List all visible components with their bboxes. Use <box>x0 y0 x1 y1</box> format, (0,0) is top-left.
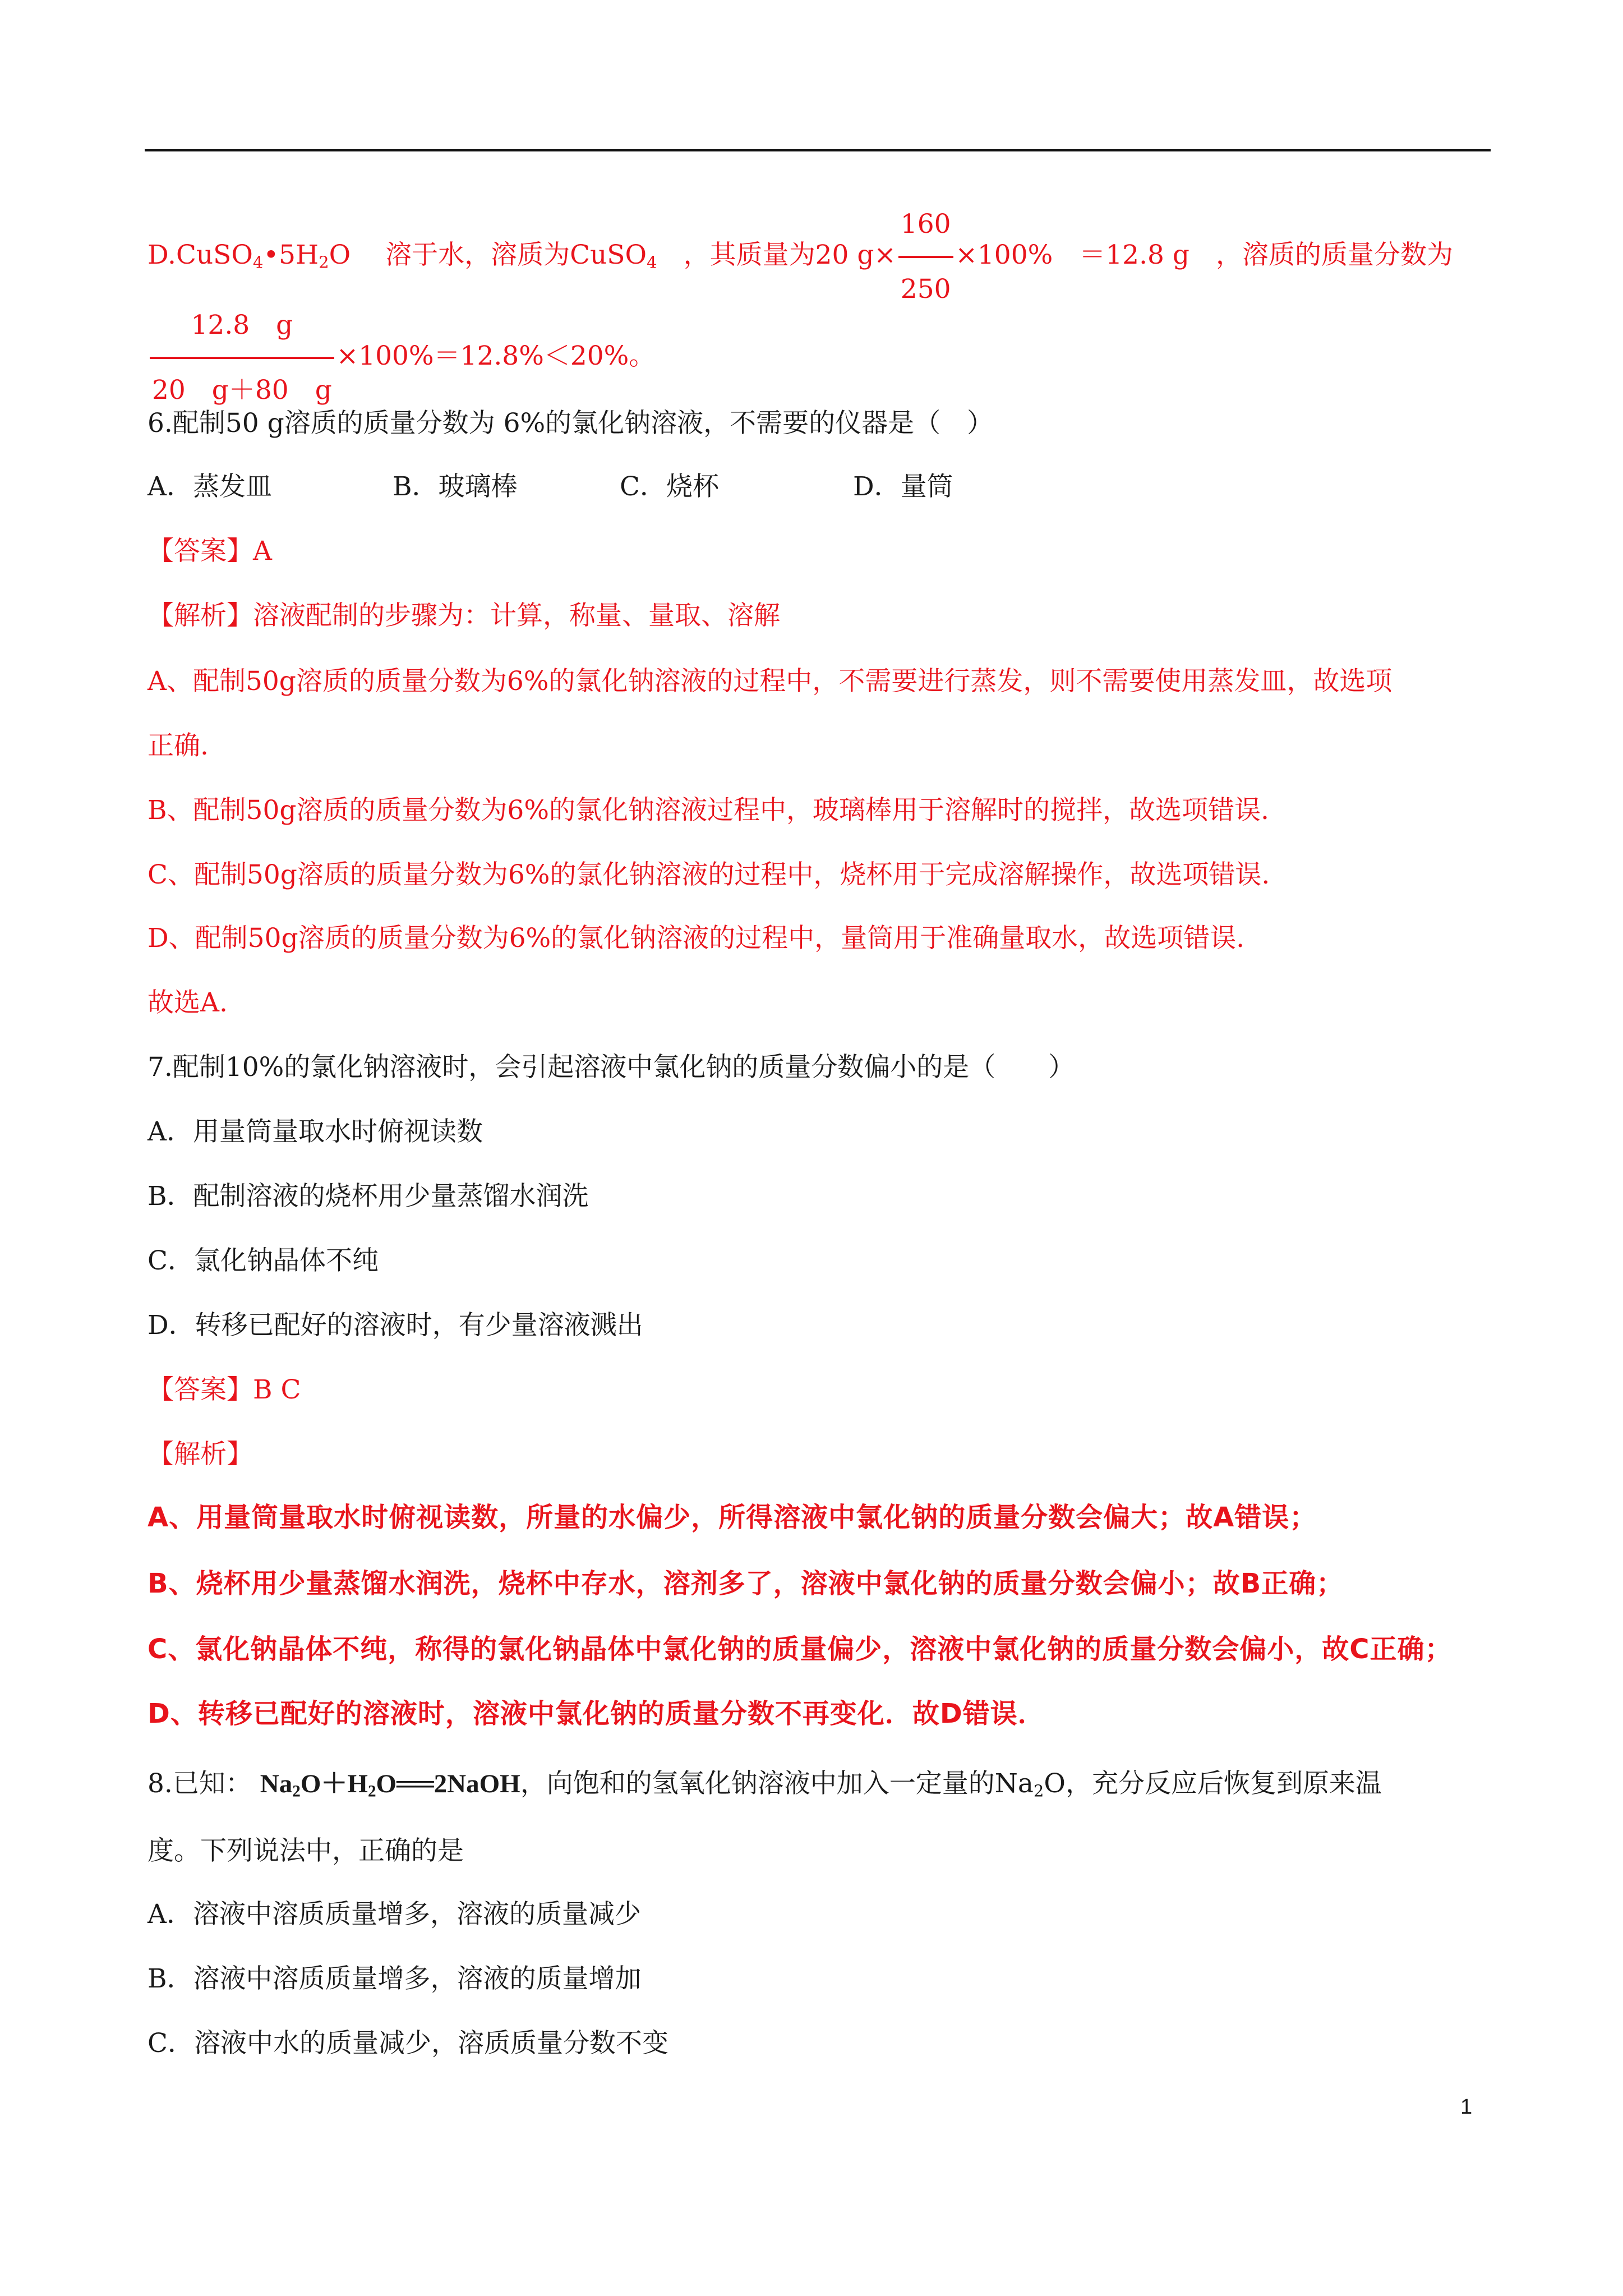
page-number: 1 <box>1460 2095 1473 2119</box>
q7-option-d: D．转移已配好的溶液时，有少量溶液溅出 <box>147 1310 643 1341</box>
q6-analysis-c: C、配制50g溶质的质量分数为6%的氯化钠溶液的过程中，烧杯用于完成溶解操作，故选项错误. <box>147 859 1270 890</box>
fraction-160-250: $\frac{160}{250}$ <box>898 196 953 318</box>
q7-analysis-a: A、用量筒量取水时俯视读数，所量的水偏少，所得溶液中氯化钠的质量分数会偏大；故A错误； <box>147 1502 1317 1533</box>
q7-option-a: A．用量筒量取水时俯视读数 <box>147 1116 483 1147</box>
q6-analysis: 【解析】溶液配制的步骤为：计算，称量、量取、溶解 <box>147 600 780 631</box>
solution-d-fraction-line: $\frac{12.8 g}{20 g+80 g}$ ×100%＝12.8%＜20%。 <box>147 297 655 418</box>
question-8-stem: 8.已知： $Na_2O+H_2O══2NaOH$，向饱和的氢氧化钠溶液中加入一定量的$Na_2O$，充分反应后恢复到原来温 <box>147 1768 1382 1801</box>
header-rule <box>145 149 1491 151</box>
q6-option-b: B．玻璃棒 <box>393 471 518 502</box>
q7-option-c: C．氯化钠晶体不纯 <box>147 1245 379 1276</box>
q7-option-b: B．配制溶液的烧杯用少量蒸馏水润洗 <box>147 1181 589 1212</box>
q6-analysis-a: A、配制50g溶质的质量分数为6%的氯化钠溶液的过程中，不需要进行蒸发，则不需要使用蒸发皿，故选项 <box>147 666 1393 697</box>
q6-option-c: C．烧杯 <box>620 471 719 502</box>
q7-analysis-label: 【解析】 <box>147 1439 253 1470</box>
solution-d-line: $D.CuSO_4•5H_2O$ 溶于水，溶质为CuSO$_4$ ，其质量为20 g× $\frac{160}{250}$ ×100% ＝12.8 g ，溶质的质量分数为 <box>147 196 1453 318</box>
q7-analysis-d: D、转移已配好的溶液时，溶液中氯化钠的质量分数不再变化．故D错误． <box>147 1698 1045 1729</box>
q6-conclusion: 故选A. <box>147 987 228 1018</box>
q7-analysis-b: B、烧杯用少量蒸馏水润洗，烧杯中存水，溶剂多了，溶液中氯化钠的质量分数会偏小；故B正确； <box>147 1568 1344 1599</box>
q8-option-b: B．溶液中溶质质量增多，溶液的质量增加 <box>147 1963 642 1994</box>
q6-analysis-b: B、配制50g溶质的质量分数为6%的氯化钠溶液过程中，玻璃棒用于溶解时的搅拌，故选项错误. <box>147 795 1269 826</box>
q8-option-c: C．溶液中水的质量减少，溶质质量分数不变 <box>147 2028 668 2059</box>
mass-fraction: $\frac{12.8 g}{20 g+80 g}$ <box>150 297 334 418</box>
q6-analysis-a-cont: 正确. <box>147 730 209 761</box>
q6-answer: 【答案】A <box>147 536 272 567</box>
q8-option-a: A．溶液中溶质质量增多，溶液的质量减少 <box>147 1899 641 1930</box>
q6-option-a: A．蒸发皿 <box>147 471 272 502</box>
chemical-equation: $Na_2O+H_2O══2NaOH$ <box>260 1769 520 1801</box>
q6-analysis-d: D、配制50g溶质的质量分数为6%的氯化钠溶液的过程中，量筒用于准确量取水，故选项错误. <box>147 923 1245 954</box>
q7-analysis-c: C、氯化钠晶体不纯，称得的氯化钠晶体中氯化钠的质量偏少，溶液中氯化钠的质量分数会偏小，故C正确； <box>147 1634 1453 1665</box>
q7-answer: 【答案】B C <box>147 1374 301 1405</box>
question-7-stem: 7.配制10%的氯化钠溶液时，会引起溶液中氯化钠的质量分数偏小的是（ ） <box>147 1052 1075 1083</box>
question-8-stem-cont: 度。下列说法中，正确的是 <box>147 1835 464 1866</box>
question-6-stem: 6.配制50 g溶质的质量分数为 6%的氯化钠溶液，不需要的仪器是（ ） <box>147 408 994 439</box>
q6-option-d: D．量筒 <box>853 471 953 502</box>
